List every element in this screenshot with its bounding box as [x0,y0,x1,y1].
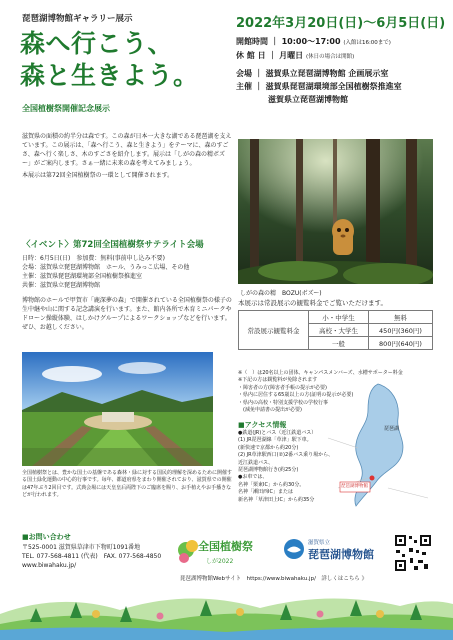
qr-code[interactable] [394,534,432,572]
access-line: ●鉄道(JR)とバス（近江鉄道バス） [238,430,317,436]
fee-table [238,310,433,350]
forest-photo [238,139,433,284]
contact-info [22,543,161,570]
map-label-museum: 琵琶湖博物館 [341,484,368,489]
access-line: 新名神「草津田上IC」から約35分 [238,496,315,503]
contact-address: 〒525-0001 滋賀県草津市下物町1091番地 [22,544,141,551]
contact-url[interactable]: www.biwahaku.jp/ [22,562,77,569]
access-line: (新快速で京都から約20分) [238,444,299,451]
event-line-4: 共催：滋賀県立琵琶湖博物館 [22,282,101,289]
venue-label: 会場 [236,69,252,78]
organizer-value-1: 滋賀県琵琶湖環境部全国植樹祭推進室 [265,82,402,91]
intro-text [22,132,232,180]
event-title: 〈イベント〉第72回全国植樹祭サテライト会場 [22,240,204,250]
gallery-label: 琵琶湖博物館ギャラリー展示 [22,14,133,24]
fee-type: 一般 [309,337,369,350]
fee-note-line: ※下記の方は観覧料が免除されます [238,377,318,384]
venue-photo [22,352,213,466]
event-details [22,254,234,290]
hours-label: 開館時間 [236,37,268,46]
access-line: 近江鉄道バス、 [238,459,274,466]
hours-row: 開館時間 ｜ 10:00〜17:00 (入館は16:00まで) [236,37,391,46]
fee-price: 450円(360円) [369,324,433,337]
venue-row: 会場 ｜ 滋賀県立琵琶湖博物館 企画展示室 [236,69,389,78]
access-line: (1) JR琵琶湖線「草津」駅下車。 [238,437,312,444]
fee-note: 本展示は常設展示の観覧料金でご覧いただけます。 [238,299,387,307]
venue-value: 滋賀県立琵琶湖博物館 企画展示室 [265,69,389,78]
title-line-2: 森と生きよう。 [20,61,199,90]
website-link[interactable]: 琵琶湖博物館Webサイト https://www.biwahaku.jp/ 詳しくはこちら 》 [180,576,368,582]
organizer-row: 主催 ｜ 滋賀県琵琶湖環境部全国植樹祭推進室 [236,82,402,91]
fee-row [239,311,433,324]
closed-row: 休 館 日 ｜ 月曜日 (休日の場合は開館) [236,51,355,60]
fee-price: 800円(640円) [369,337,433,350]
fee-type: 高校・大学生 [309,324,369,337]
access-line: ●お車では、 [238,474,268,481]
hours-note: (入館は16:00まで) [343,40,391,46]
event-line-3: 主催：滋賀県琵琶湖環境部全国植樹祭推進室 [22,273,143,280]
fee-price: 無料 [369,311,433,324]
access-line: 琵琶湖博物館行き(約25分) [238,467,299,474]
subtitle: 全国植樹祭開催記念展示 [22,104,110,113]
fee-table-label: 常設展示観覧料金 [239,311,309,350]
exhibition-date: 2022年3月20日(日)〜6月5日(日) [236,16,446,31]
hours-value: 10:00〜17:00 [281,37,341,46]
museum-logo-name: 琵琶湖博物館 [308,548,374,561]
museum-logo [284,537,384,565]
tree-planting-logo [176,536,258,570]
closed-note: (休日の場合は開館) [305,54,355,60]
intro-paragraph-1: 滋賀県の面積の約半分は森です。この森が日本一大きな湖である琵琶湖を支えています。この展示は、「森へ行こう、森と生きよう」をテーマに、森のすごさ、森へ行く楽しさ、木のすごさを紹介します。展示は「しがの森の精ボズー」がご案内します。さぁ一緒に未来の森を考えてみましょう。 [22,133,232,167]
access-map [318,378,438,518]
closed-value: 月曜日 [279,51,304,60]
contact-title: ■お問い合わせ [22,533,71,541]
organizer-label: 主催 [236,82,252,91]
bozu-caption: しがの森の精 BOZU(ボズー) [240,290,322,297]
bozu-mascot [330,217,356,257]
intro-paragraph-2: 本展示は第72回全国植樹祭の一環として開催されます。 [22,172,174,179]
access-title: ■アクセス情報 [238,421,287,429]
contact-phone: TEL. 077-568-4811 (代表) FAX. 077-568-4850 [22,553,162,560]
event-line-1: 日時：6月5日(日) 参加費：無料(事前申し込み不要) [22,255,165,262]
event-line-2: 会場：滋賀県立琵琶湖博物館 ホール、うみっこ広場、その他 [22,264,190,271]
fee-note-line: (減免申請書の提出が必要) [238,407,302,414]
fee-note-line: ※（ ）は20名以上の団体、キャンパスメンバーズ、水槽サポーター料金 [238,370,403,376]
fee-note-line: ・障害者の方(障害者手帳の提示が必要) [238,384,327,391]
hall-text: 博物館のホールで甲賀市「鹿深夢の森」で開催されている全国植樹祭の様子の生中継や山に関する記念講演を行います。また、館内各所で木育ミニパークやドローン操縦体験、はしかけグループによるワークショップなどを行います。ぜひ、お越しください。 [22,297,232,331]
tree-planting-logo-text: 全国植樹祭 [198,540,253,553]
museum-logo-mark [284,539,304,559]
fee-type: 小・中学生 [309,311,369,324]
museum-logo-pref: 滋賀県立 [308,540,331,546]
venue-note: 全国植樹祭とは、豊かな国土の基盤である森林・緑に対する国民的理解を深めるために開催する国土緑化運動の中心的行事です。毎年、都道府県をまわり開催されており、滋賀県での開催は47年ぶり2回目です。式典会場には天皇皇后両陛下のご臨席を賜り、お手植えやお手播きなどが行われます。 [22,470,233,499]
tree-planting-logo-sub: しが2022 [206,558,234,565]
fee-note-line: ・県内の高校・特別支援学校の学校行事 [238,399,329,406]
landscape-illustration [0,584,453,640]
map-label-lake: 琵琶湖 [384,426,400,432]
fee-note-line: ・県内に居住する65歳以上の方(証明の提示が必要) [238,392,354,399]
access-line: 名神「栗東IC」から約30分。 [238,481,305,488]
closed-label: 休 館 日 [236,51,266,60]
access-line: (2) JR草津駅西口(②)2番バス乗り場から、 [238,452,334,459]
title-line-1: 森へ行こう、 [20,29,174,58]
access-line: 名神「瀬田西IC」または [238,489,293,496]
organizer-value-2: 滋賀県立琵琶湖博物館 [268,95,348,104]
